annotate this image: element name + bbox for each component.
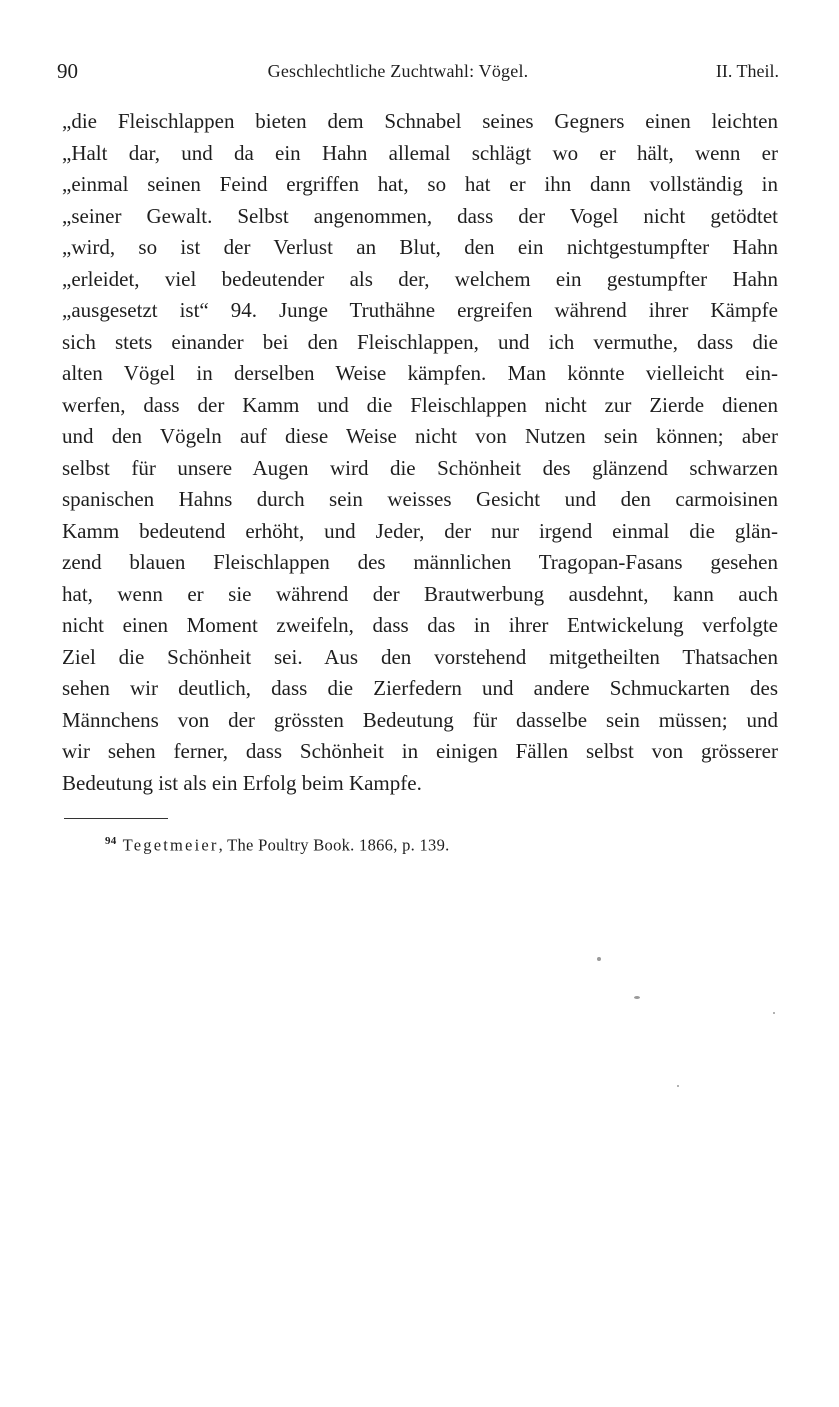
text-line: „ausgesetzt ist“ 94. Junge Truthähne ergreifen während ihrer Kämpfe [62,298,778,322]
scan-speck [597,957,601,961]
text-line: „erleidet, viel bedeutender als der, welchem ein gestumpfter Hahn [62,266,778,291]
text-line: sehen wir deutlich, dass die Zierfedern und andere Schmuckarten des [62,676,778,700]
running-head [57,58,779,84]
text-line: und den Vögeln auf diese Weise nicht von Nutzen sein können; aber [62,424,778,448]
text-line: „Halt dar, und da ein Hahn allemal schlägt wo er hält, wenn er [62,140,778,165]
text-line: spanischen Hahns durch sein weisses Gesicht und den carmoisinen [62,487,778,511]
part-label: II. Theil. [715,61,779,81]
body-text [62,106,778,799]
page-number: 90 [57,59,78,83]
footnote-divider [64,818,168,819]
text-line: sich stets einander bei den Fleischlappen, und ich vermuthe, dass die [62,329,778,354]
scan-speck [677,1085,679,1087]
footnote [105,829,450,858]
text-line: nicht einen Moment zweifeln, dass das in ihrer Entwickelung verfolgte [62,613,778,637]
text-line: wir sehen ferner, dass Schönheit in einigen Fällen selbst von grösserer [62,739,778,763]
text-line: alten Vögel in derselben Weise kämpfen. Man könnte vielleicht ein- [62,361,778,385]
text-line: „wird, so ist der Verlust an Blut, den ein nichtgestumpfter Hahn [62,235,778,259]
text-line: Kamm bedeutend erhöht, und Jeder, der nur irgend einmal die glän- [62,518,778,543]
scan-speck [634,996,640,999]
text-line: werfen, dass der Kamm und die Fleischlappen nicht zur Zierde dienen [62,392,778,417]
text-line: zend blauen Fleischlappen des männlichen Tragopan-Fasans gesehen [62,550,778,574]
text-line: „seiner Gewalt. Selbst angenommen, dass der Vogel nicht getödtet [62,203,778,228]
text-line: hat, wenn er sie während der Brautwerbung ausdehnt, kann auch [62,581,778,606]
text-line: „einmal seinen Feind ergriffen hat, so hat er ihn dann vollständig in [62,172,778,196]
running-title: Geschlechtliche Zuchtwahl: Vögel. [267,61,529,81]
text-line: Männchens von der grössten Bedeutung für dasselbe sein müssen; und [62,707,778,732]
scan-speck [773,1012,775,1014]
footnote-author: Tegetmeier [122,835,219,855]
text-line: Bedeutung ist als ein Erfolg beim Kampfe. [62,770,422,795]
text-line: Ziel die Schönheit sei. Aus den vorstehend mitgetheilten Thatsachen [62,644,778,669]
footnote-citation: , The Poultry Book. 1866, p. 139. [218,835,450,855]
text-line: „die Fleischlappen bieten dem Schnabel seines Gegners einen leichten [62,109,778,133]
footnote-marker: 94 [105,835,117,847]
text-line: selbst für unsere Augen wird die Schönheit des glänzend schwarzen [62,455,778,480]
